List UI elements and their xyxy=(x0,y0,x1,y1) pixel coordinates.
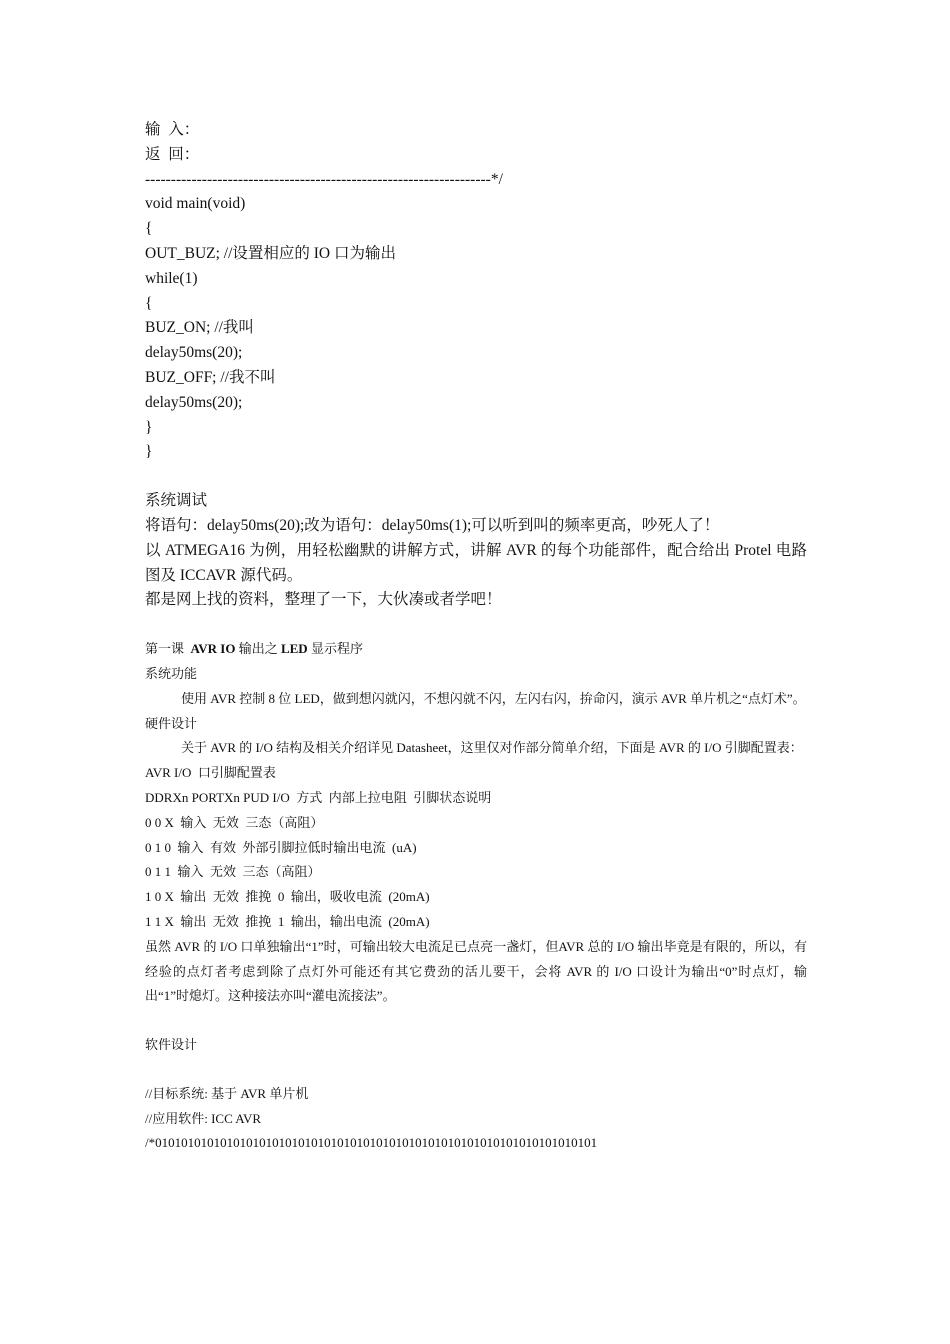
code-line: { xyxy=(145,294,153,312)
code-line: /*01010101010101010101010101010101010101010101010101010101010101010101 xyxy=(145,1135,598,1151)
table-row: 0 1 1 输入 无效 三态（高阻） xyxy=(145,864,321,880)
debug-section xyxy=(145,489,807,613)
table-title: AVR I/O 口引脚配置表 xyxy=(145,765,276,781)
code-line: } xyxy=(145,443,153,461)
code-line: delay50ms(20); xyxy=(145,344,243,362)
table-row: 1 1 X 输出 无效 推挽 1 输出，输出电流 (20mA) xyxy=(145,913,430,929)
lesson-section xyxy=(145,637,807,1156)
table-row: 1 0 X 输出 无效 推挽 0 输出，吸收电流 (20mA) xyxy=(145,889,430,905)
code-line: BUZ_OFF; //我不叫 xyxy=(145,368,276,386)
paragraph: 虽然 AVR 的 I/O 口单独输出“1”时，可输出较大电流足已点亮一盏灯，但AVR 总的 I/O 输出毕竟是有限的，所以，有经验的点灯者考虑到除了点灯外可能还有其它费劲的活儿要干，会将 AVR 的 I/O 口设计为输出“0”时点灯，输出“1”时熄灯。这种接法亦叫“灌电流接法”。 xyxy=(145,938,807,1004)
code-block xyxy=(145,118,807,465)
code-line: void main(void) xyxy=(145,195,246,213)
table-row: 0 1 0 输入 有效 外部引脚拉低时输出电流 (uA) xyxy=(145,839,417,855)
code-line: //应用软件: ICC AVR xyxy=(145,1110,262,1126)
section-heading: 系统调试 xyxy=(145,492,208,510)
paragraph: 以 ATMEGA16 为例，用轻松幽默的讲解方式，讲解 AVR 的每个功能部件，配合给出 Protel 电路图及 ICCAVR 源代码。 xyxy=(145,541,807,584)
code-line: } xyxy=(145,418,153,436)
paragraph: 关于 AVR 的 I/O 结构及相关介绍详见 Datasheet，这里仅对作部分简单介绍，下面是 AVR 的 I/O 引脚配置表： xyxy=(181,740,803,756)
table-header: DDRXn PORTXn PUD I/O 方式 内部上拉电阻 引脚状态说明 xyxy=(145,789,492,805)
document-page xyxy=(145,118,807,1156)
paragraph: 都是网上找的资料，整理了一下，大伙凑或者学吧！ xyxy=(145,591,502,609)
lesson-title: 第一课 AVR IO 输出之 LED 显示程序 xyxy=(145,641,363,657)
code-line: { xyxy=(145,220,153,238)
section-heading: 软件设计 xyxy=(145,1037,198,1053)
code-line: OUT_BUZ; //设置相应的 IO 口为输出 xyxy=(145,244,397,262)
code-line: BUZ_ON; //我叫 xyxy=(145,319,254,337)
paragraph: 使用 AVR 控制 8 位 LED，做到想闪就闪，不想闪就不闪，左闪右闪，拚命闪，演示 AVR 单片机之“点灯术”。 xyxy=(181,690,806,706)
code-line: -------------------------------------------------------------------*/ xyxy=(145,170,503,188)
code-line: //目标系统: 基于 AVR 单片机 xyxy=(145,1085,309,1101)
code-line: 输 入： xyxy=(145,121,200,138)
paragraph: 将语句：delay50ms(20);改为语句：delay50ms(1);可以听到叫的频率更高，吵死人了！ xyxy=(145,516,720,534)
code-line: 返 回： xyxy=(145,145,200,163)
table-row: 0 0 X 输入 无效 三态（高阻） xyxy=(145,814,324,830)
code-line: delay50ms(20); xyxy=(145,393,243,411)
code-line: while(1) xyxy=(145,269,198,287)
section-heading: 硬件设计 xyxy=(145,715,198,731)
section-heading: 系统功能 xyxy=(145,665,198,681)
